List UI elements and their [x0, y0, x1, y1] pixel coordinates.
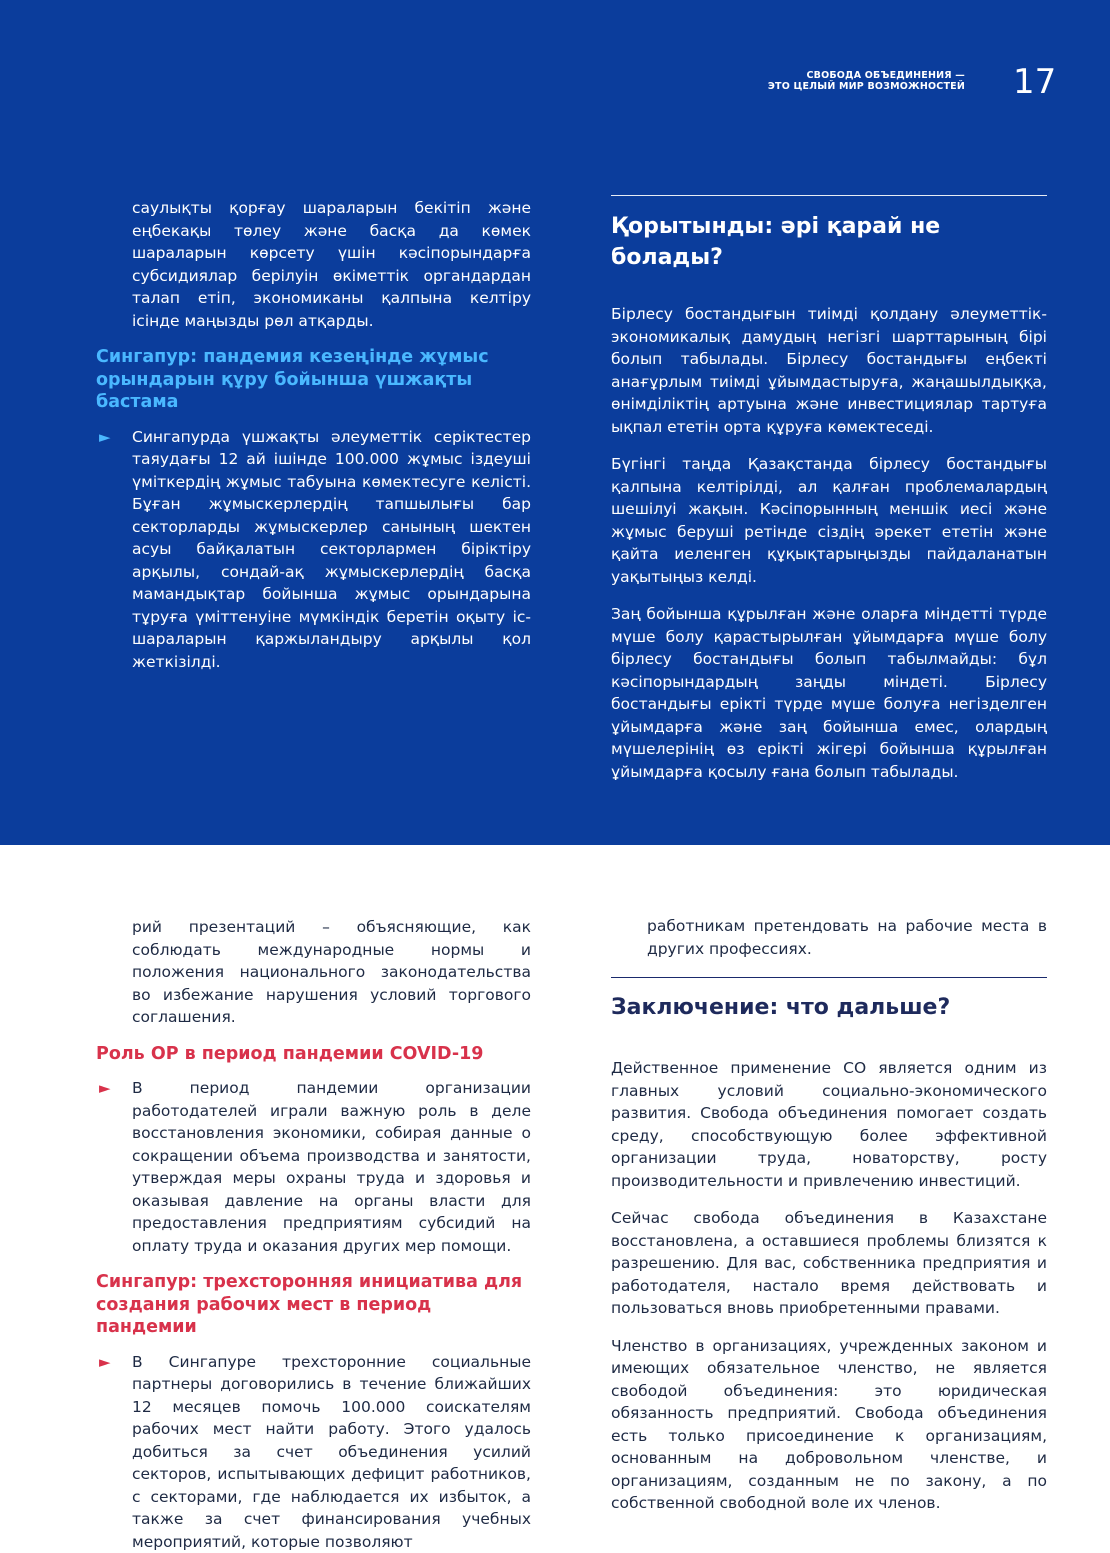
- bullet-arrow-icon: ►: [99, 1354, 111, 1370]
- russian-intro-paragraph: рий презентаций – объясняющие, как соблюдать международные нормы и положения национального законодательства во избежание нарушения условий торгового соглашения.: [96, 916, 531, 1029]
- running-header: [768, 70, 965, 92]
- russian-conclusion-paragraph-1: Действенное применение СО является одним из главных условий социально-экономического развития. Свобода объединения помогает создать среду, способствующую более эффективной организации труда, новаторству, росту производительности и привлечению инвестиций.: [611, 1057, 1047, 1192]
- kazakh-conclusion-paragraph-2: Бүгінгі таңда Қазақстанда бірлесу бостандығы қалпына келтірілді, ал қалған проблемалардың шешілуі жақын. Кәсіпорынның меншік иесі және жұмыс беруші ретінде сіздің әрекет ететін және қайта иеленген құқықтарыңызды пайдаланатын уақытыңыз келді.: [611, 453, 1047, 588]
- section-divider: [611, 977, 1047, 978]
- russian-singapore-subheading: Сингапур: трехсторонняя инициатива для создания рабочих мест в период пандемии: [96, 1271, 531, 1339]
- kazakh-singapore-bullet: [96, 426, 531, 674]
- kazakh-conclusion-paragraph-1: Бірлесу бостандығын тиімді қолдану әлеуметтік-экономикалық дамудың негізгі шарттарының бірі болып табылады. Бірлесу бостандығы еңбекті анағұрлым тиімді ұйымдастыруға, жаңашылдыққа, өнімділіктің артуына және инвестициялар тартуға ықпал ететін орта құруға көмектеседі.: [611, 303, 1047, 438]
- russian-conclusion-heading: Заключение: что дальше?: [611, 992, 1047, 1023]
- kazakh-intro-paragraph: саулықты қорғау шараларын бекітіп және еңбекақы төлеу және басқа да көмек шараларын көрсету үшін кәсіпорындарға субсидиялар берілуін өкіметтік органдардан талап етіп, экономиканы қалпына келтіру ісінде маңызды рөл атқарды.: [96, 197, 531, 332]
- kazakh-left-column: [96, 197, 531, 673]
- kazakh-singapore-subheading: Сингапур: пандемия кезеңінде жұмыс орындарын құру бойынша үшжақты бастама: [96, 346, 531, 414]
- section-divider: [611, 195, 1047, 196]
- kazakh-conclusion-heading: Қорытынды: әрі қарай не болады?: [611, 211, 1047, 273]
- russian-covid-bullet-text: В период пандемии организации работодателей играли важную роль в деле восстановления экономики, собирая данные о сокращении объема производства и занятости, утверждая меры охраны труда и здоровья и оказывая давление на органы власти для предоставления предприятиям субсидий на оплату труда и оказания других мер помощи.: [132, 1079, 531, 1255]
- kazakh-right-column: [611, 195, 1047, 783]
- kazakh-singapore-bullet-text: Сингапурда үшжақты әлеуметтік серіктестер таяудағы 12 ай ішінде 100.000 жұмыс іздеуші үміткердің жұмыс табуына көмектесуге келісті. Бұған жұмыскерлердің тапшылығы бар секторларды жұмыскерлер санының шектен асуы байқалатын секторлармен біріктіру арқылы, сондай-ақ жұмыскерлердің басқа мамандықтар бойынша жұмыс орындарына тұруға үміттенуіне мүмкіндік беретін оқыту іс-шараларын қаржыландыру арқылы қол жеткізілді.: [132, 428, 531, 671]
- russian-right-column: [611, 915, 1047, 1515]
- bullet-arrow-icon: ►: [99, 1080, 111, 1096]
- russian-right-intro-paragraph: работникам претендовать на рабочие места в других профессиях.: [611, 915, 1047, 960]
- bullet-arrow-icon: ►: [99, 429, 111, 445]
- russian-left-column: [96, 916, 531, 1553]
- running-header-line2: ЭТО ЦЕЛЫЙ МИР ВОЗМОЖНОСТЕЙ: [768, 81, 965, 92]
- russian-singapore-bullet-text: В Сингапуре трехсторонние социальные партнеры договорились в течение ближайших 12 месяцев помочь 100.000 соискателям рабочих мест найти работу. Этого удалось добиться за счет объединения усилий секторов, испытывающих дефицит работников, с секторами, где наблюдается их избыток, а также за счет финансирования учебных мероприятий, которые позволяют: [132, 1353, 531, 1551]
- russian-covid-subheading: Роль ОР в период пандемии COVID-19: [96, 1043, 531, 1066]
- russian-conclusion-paragraph-3: Членство в организациях, учрежденных законом и имеющих обязательное членство, не является свободой объединения: это юридическая обязанность предприятий. Свобода объединения есть только присоединение к организациям, основанным на добровольном членстве, и организациям, созданным не по закону, а по собственной свободной воле их членов.: [611, 1335, 1047, 1515]
- page-number: 17: [1013, 62, 1056, 102]
- russian-singapore-bullet: [96, 1351, 531, 1553]
- russian-conclusion-paragraph-2: Сейчас свобода объединения в Казахстане восстановлена, а оставшиеся проблемы близятся к разрешению. Для вас, собственника предприятия и работодателя, настало время действовать и пользоваться вновь приобретенными правами.: [611, 1207, 1047, 1320]
- russian-section: [0, 845, 1110, 1500]
- russian-covid-bullet: [96, 1077, 531, 1257]
- running-header-line1: СВОБОДА ОБЪЕДИНЕНИЯ —: [768, 70, 965, 81]
- kazakh-conclusion-paragraph-3: Заң бойынша құрылған және оларға міндетті түрде мүше болу қарастырылған ұйымдарға мүше болу бірлесу бостандығы болып табылмайды: бұл кәсіпорындардың заңды міндеті. Бірлесу бостандығы ерікті түрде мүше болуға негізделген ұйымдарға және заң бойынша емес, олардың мүшелерінің өз ерікті жігері бойынша құрылған ұйымдарға қосылу ғана болып табылады.: [611, 603, 1047, 783]
